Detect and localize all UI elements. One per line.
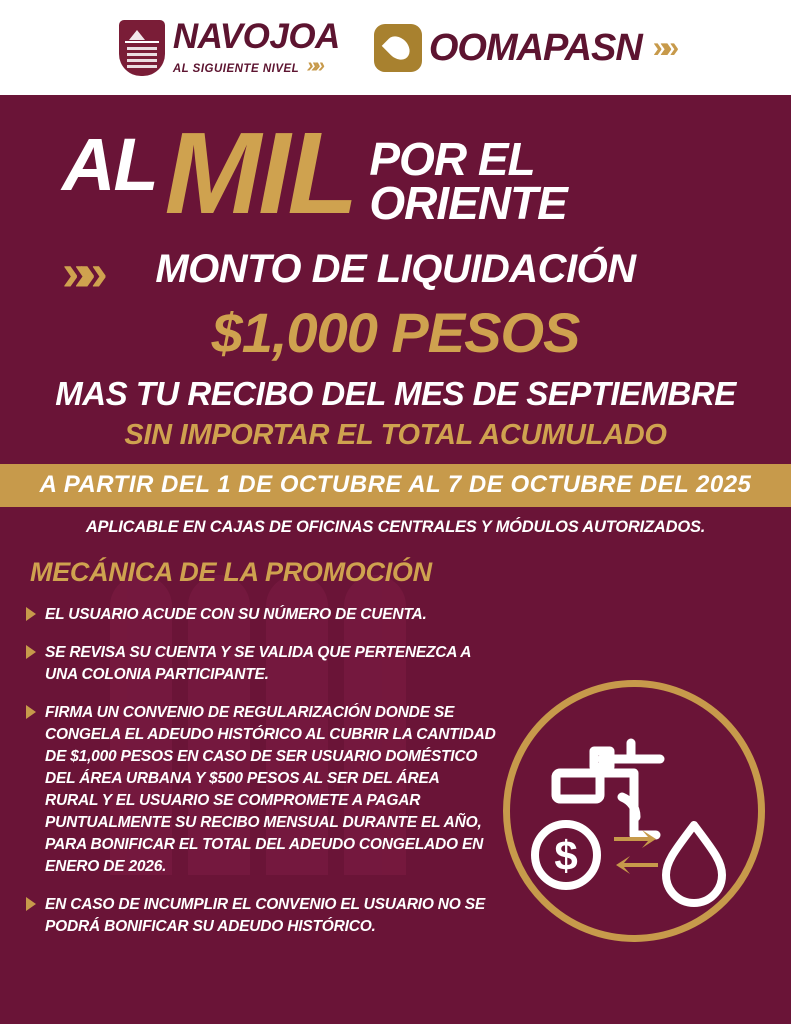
hero-arrows-icon: »» xyxy=(62,244,96,302)
mas-recibo-label: MAS TU RECIBO DEL MES DE SEPTIEMBRE xyxy=(55,375,736,413)
monto-liquidacion-label: MONTO DE LIQUIDACIÓN xyxy=(155,247,636,292)
navojoa-name: NAVOJOA xyxy=(172,17,340,56)
dollar-sign-icon: $ xyxy=(554,832,578,879)
oomapas-name: OOMAPASN xyxy=(428,26,642,69)
oomapas-drop-icon xyxy=(374,24,422,72)
poster-header xyxy=(0,0,791,95)
bullet-triangle-icon xyxy=(26,645,36,659)
list-item xyxy=(26,894,496,938)
oomapas-logo xyxy=(374,24,672,72)
mechanics-list xyxy=(26,604,496,938)
poster-body xyxy=(0,95,791,1024)
amount-value: $1,000 PESOS xyxy=(211,301,580,365)
list-item xyxy=(26,702,496,878)
hero-word-al: AL xyxy=(62,123,157,206)
list-item xyxy=(26,642,496,686)
bullet-triangle-icon xyxy=(26,897,36,911)
bullet-triangle-icon xyxy=(26,607,36,621)
oomapas-chevrons-icon: »» xyxy=(652,30,673,64)
aplicable-note: APLICABLE EN CAJAS DE OFICINAS CENTRALES Y MÓDULOS AUTORIZADOS. xyxy=(85,518,706,537)
mechanics-title: MECÁNICA DE LA PROMOCIÓN xyxy=(30,557,432,588)
list-item-text: EL USUARIO ACUDE CON SU NÚMERO DE CUENTA. xyxy=(45,606,427,624)
faucet-icon xyxy=(503,680,765,942)
navojoa-chevrons-icon: »» xyxy=(306,55,321,77)
navojoa-logo xyxy=(119,19,340,76)
navojoa-shield-icon xyxy=(119,20,165,76)
list-item xyxy=(26,604,496,626)
list-item-text: FIRMA UN CONVENIO DE REGULARIZACIÓN DONDE SE CONGELA EL ADEUDO HISTÓRICO AL CUBRIR LA CANTIDAD DE $1,000 PESOS EN CASO DE SER USUARIO DOMÉSTICO DEL ÁREA URBANA Y $500 PESOS AL SER DEL ÁREA RURAL Y EL USUARIO SE COMPROMETE A PAGAR PUNTUALMENTE SU RECIBO MENSUAL DURANTE EL AÑO, PARA BONIFICAR EL TOTAL DEL ADEUDO CONGELADO EN ENERO DE 2026. xyxy=(45,704,496,876)
faucet-graphic-icon xyxy=(510,687,758,935)
hero-word-por-el: POR EL xyxy=(369,133,535,185)
list-item-text: EN CASO DE INCUMPLIR EL CONVENIO EL USUARIO NO SE PODRÁ BONIFICAR SU ADEUDO HISTÓRICO. xyxy=(45,896,486,936)
bullet-triangle-icon xyxy=(26,705,36,719)
water-drop-icon xyxy=(666,825,722,903)
vigencia-band: A PARTIR DEL 1 DE OCTUBRE AL 7 DE OCTUBRE DEL 2025 xyxy=(0,464,791,507)
hero-word-oriente: ORIENTE xyxy=(369,177,567,230)
navojoa-logo-text xyxy=(173,19,340,76)
list-item-text: SE REVISA SU CUENTA Y SE VALIDA QUE PERTENEZCA A UNA COLONIA PARTICIPANTE. xyxy=(45,644,471,684)
navojoa-tagline: AL SIGUIENTE NIVEL xyxy=(172,63,299,75)
hero-word-mil: MIL xyxy=(164,108,356,238)
sin-importar-label: SIN IMPORTAR EL TOTAL ACUMULADO xyxy=(124,419,667,452)
